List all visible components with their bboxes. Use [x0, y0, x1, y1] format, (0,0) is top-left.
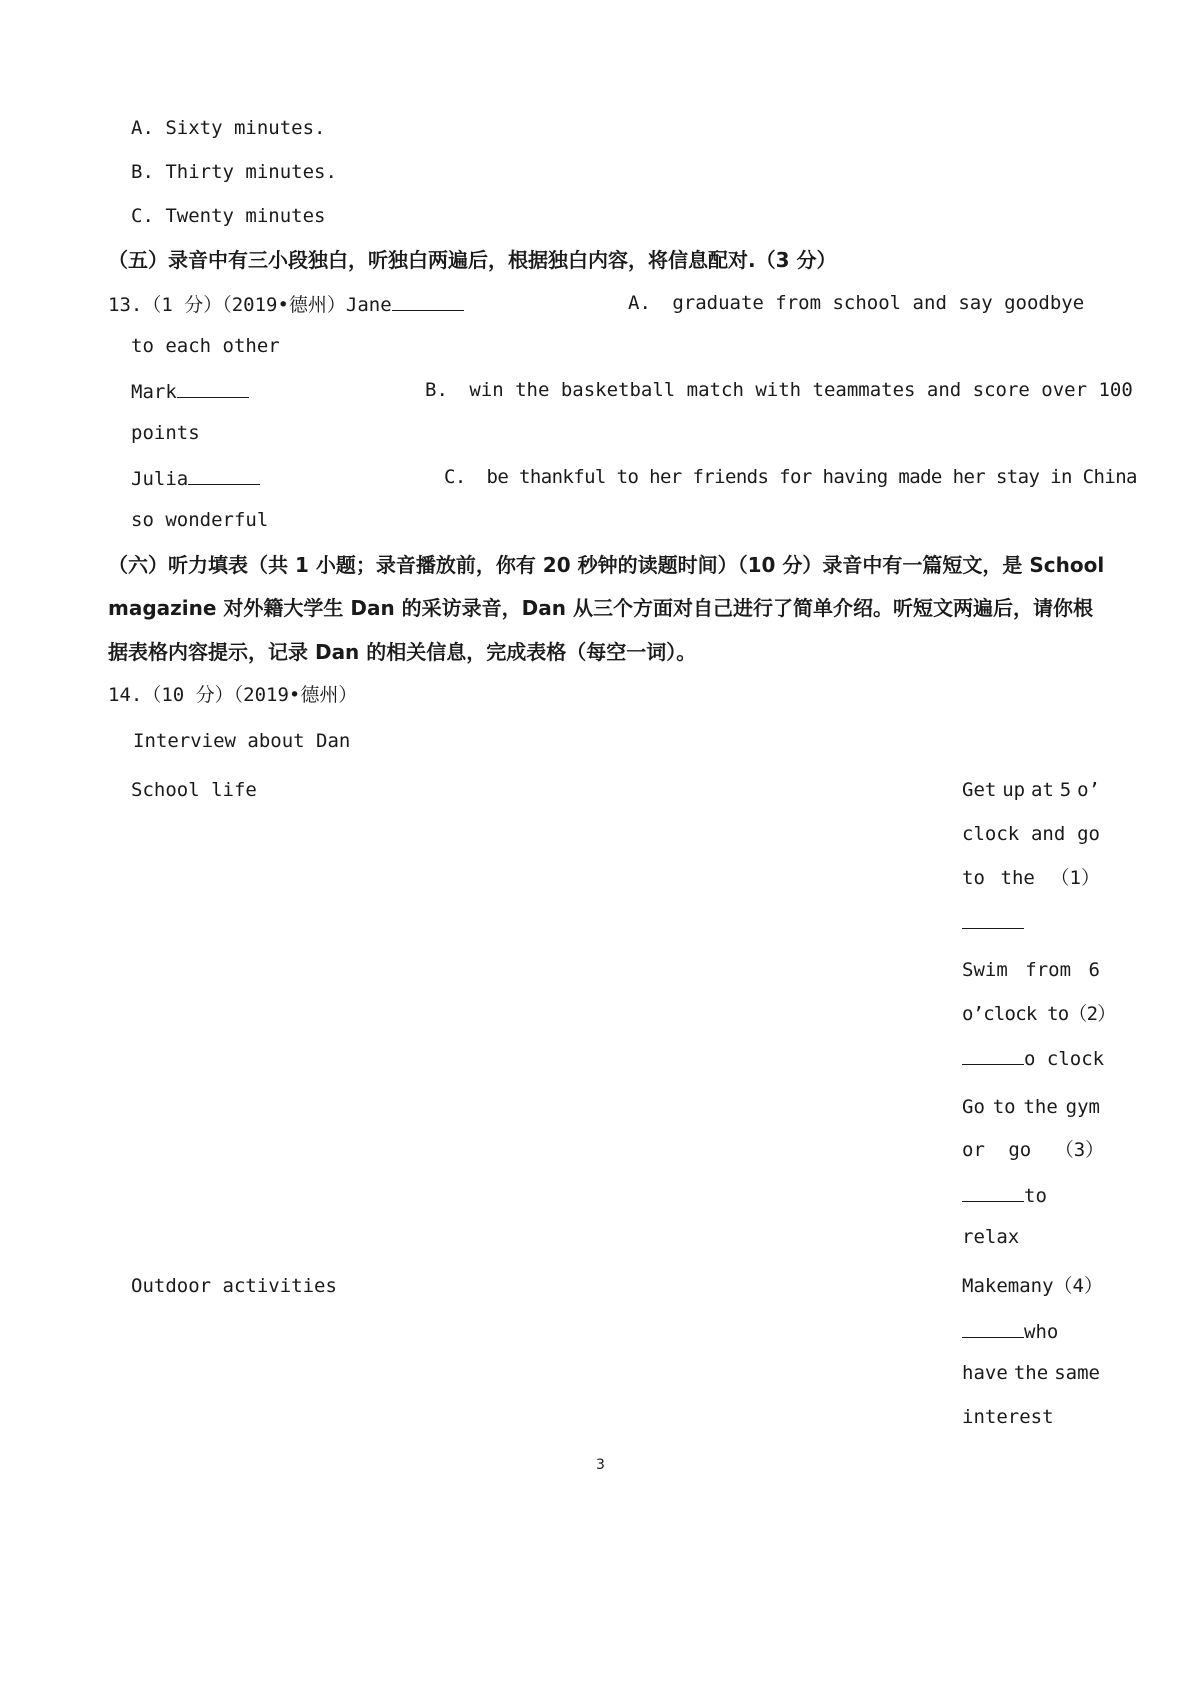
section6-line3: 据表格内容提示，记录 Dan 的相关信息，完成表格（每空一词）。	[108, 640, 697, 664]
word: 5	[1059, 779, 1072, 801]
word: at	[1030, 779, 1054, 801]
q13-name-mark: Mark	[131, 381, 177, 403]
answer-blank-4[interactable]	[962, 1321, 1024, 1338]
section5-heading: （五）录音中有三小段独白，听独白两遍后，根据独白内容，将信息配对.（3 分）	[108, 248, 837, 272]
detail-clock-line	[962, 825, 1100, 844]
word: the	[1023, 1096, 1058, 1118]
word: gym	[1065, 1096, 1100, 1118]
q13-option-c-label: C.	[444, 466, 466, 488]
word: Make	[962, 1275, 1008, 1297]
q13-julia-blank[interactable]	[188, 468, 260, 485]
q13-option-a-text: graduate from school and say goodbye	[672, 292, 1085, 314]
word: to	[1024, 1185, 1047, 1207]
q12-option-a: A. Sixty minutes.	[131, 117, 326, 139]
word: 6	[1088, 959, 1100, 981]
detail-swim-line	[962, 961, 1100, 980]
word: who	[1024, 1321, 1059, 1343]
word: the	[1013, 1362, 1049, 1384]
word: from	[1025, 959, 1072, 981]
section6-line2: magazine 对外籍大学生 Dan 的采访录音，Dan 从三个方面对自己进行了简单介绍。听短文两遍后，请你根	[108, 596, 1093, 620]
answer-blank-3[interactable]	[962, 1185, 1024, 1202]
q13-mark-blank[interactable]	[177, 381, 249, 398]
word: many	[1007, 1275, 1054, 1297]
word: or	[962, 1139, 985, 1161]
blank-1-line	[962, 912, 1024, 933]
q13-option-b-text: win the basketball match with teammates and score over 100	[469, 379, 1133, 401]
q13-name-julia: Julia	[131, 468, 189, 490]
detail-to-the-line	[962, 869, 1100, 888]
q14-row-school-life: School life	[131, 779, 257, 801]
detail-or-go-line	[962, 1139, 1105, 1161]
word: the	[1000, 867, 1035, 889]
q13-option-a	[628, 294, 1084, 313]
detail-make-line	[962, 1275, 1103, 1297]
word: Get	[962, 779, 997, 801]
detail-interest-line: interest	[962, 1406, 1054, 1428]
word: to	[992, 1096, 1016, 1118]
word: go	[1077, 823, 1100, 845]
q13-jane-line	[108, 294, 464, 315]
q13-option-c	[444, 468, 1137, 487]
q12-option-b: B. Thirty minutes.	[131, 161, 337, 183]
q13-option-b	[425, 381, 1133, 400]
q13-option-b-continued: points	[131, 422, 200, 444]
blank-3-line	[962, 1185, 1047, 1206]
answer-blank-1[interactable]	[962, 912, 1024, 929]
answer-blank-2[interactable]	[962, 1048, 1024, 1065]
q12-option-c: C. Twenty minutes	[131, 205, 326, 227]
q13-mark-line	[131, 381, 249, 402]
blank-number-1: （1）	[1050, 867, 1100, 889]
section6-line1: （六）听力填表（共 1 小题；录音播放前，你有 20 秒钟的读题时间）（10 分）录音中有一篇短文，是 School	[108, 553, 1105, 577]
detail-have-line	[962, 1364, 1100, 1383]
word: up	[1002, 779, 1026, 801]
q13-option-b-label: B.	[425, 379, 448, 401]
word: same	[1054, 1362, 1100, 1384]
word: have	[962, 1362, 1008, 1384]
detail-oclock-line: o’clock to（2）	[962, 1003, 1116, 1025]
detail-get-up-line	[962, 781, 1100, 800]
q13-option-a-label: A.	[628, 292, 651, 314]
blank-number-4: （4）	[1053, 1275, 1103, 1297]
detail-gym-line	[962, 1098, 1100, 1117]
detail-relax-line: relax	[962, 1226, 1020, 1248]
word: go	[1008, 1139, 1032, 1161]
q13-jane-blank[interactable]	[392, 294, 464, 311]
word: clock	[962, 823, 1020, 845]
q14-prefix: 14.（10 分）（2019•德州）	[108, 684, 358, 706]
blank-number-3: （3）	[1054, 1139, 1105, 1161]
q13-julia-line	[131, 468, 260, 489]
word: o clock	[1024, 1048, 1105, 1070]
q14-table-title: Interview about Dan	[133, 730, 351, 752]
q13-option-a-continued: to each other	[131, 335, 280, 357]
q14-row-outdoor-activities: Outdoor activities	[131, 1275, 337, 1297]
q13-option-c-continued: so wonderful	[131, 509, 269, 531]
word: and	[1030, 823, 1066, 845]
word: o’	[1077, 779, 1100, 801]
blank-4-line	[962, 1321, 1058, 1342]
word: Swim	[962, 959, 1008, 981]
word: Go	[962, 1096, 985, 1118]
page-number: 3	[596, 1457, 605, 1473]
blank-2-line	[962, 1048, 1104, 1069]
q13-option-c-text: be thankful to her friends for having made her stay in China	[486, 466, 1137, 488]
q13-prefix: 13.（1 分）（2019•德州）Jane	[108, 294, 392, 316]
word: to	[962, 867, 985, 889]
